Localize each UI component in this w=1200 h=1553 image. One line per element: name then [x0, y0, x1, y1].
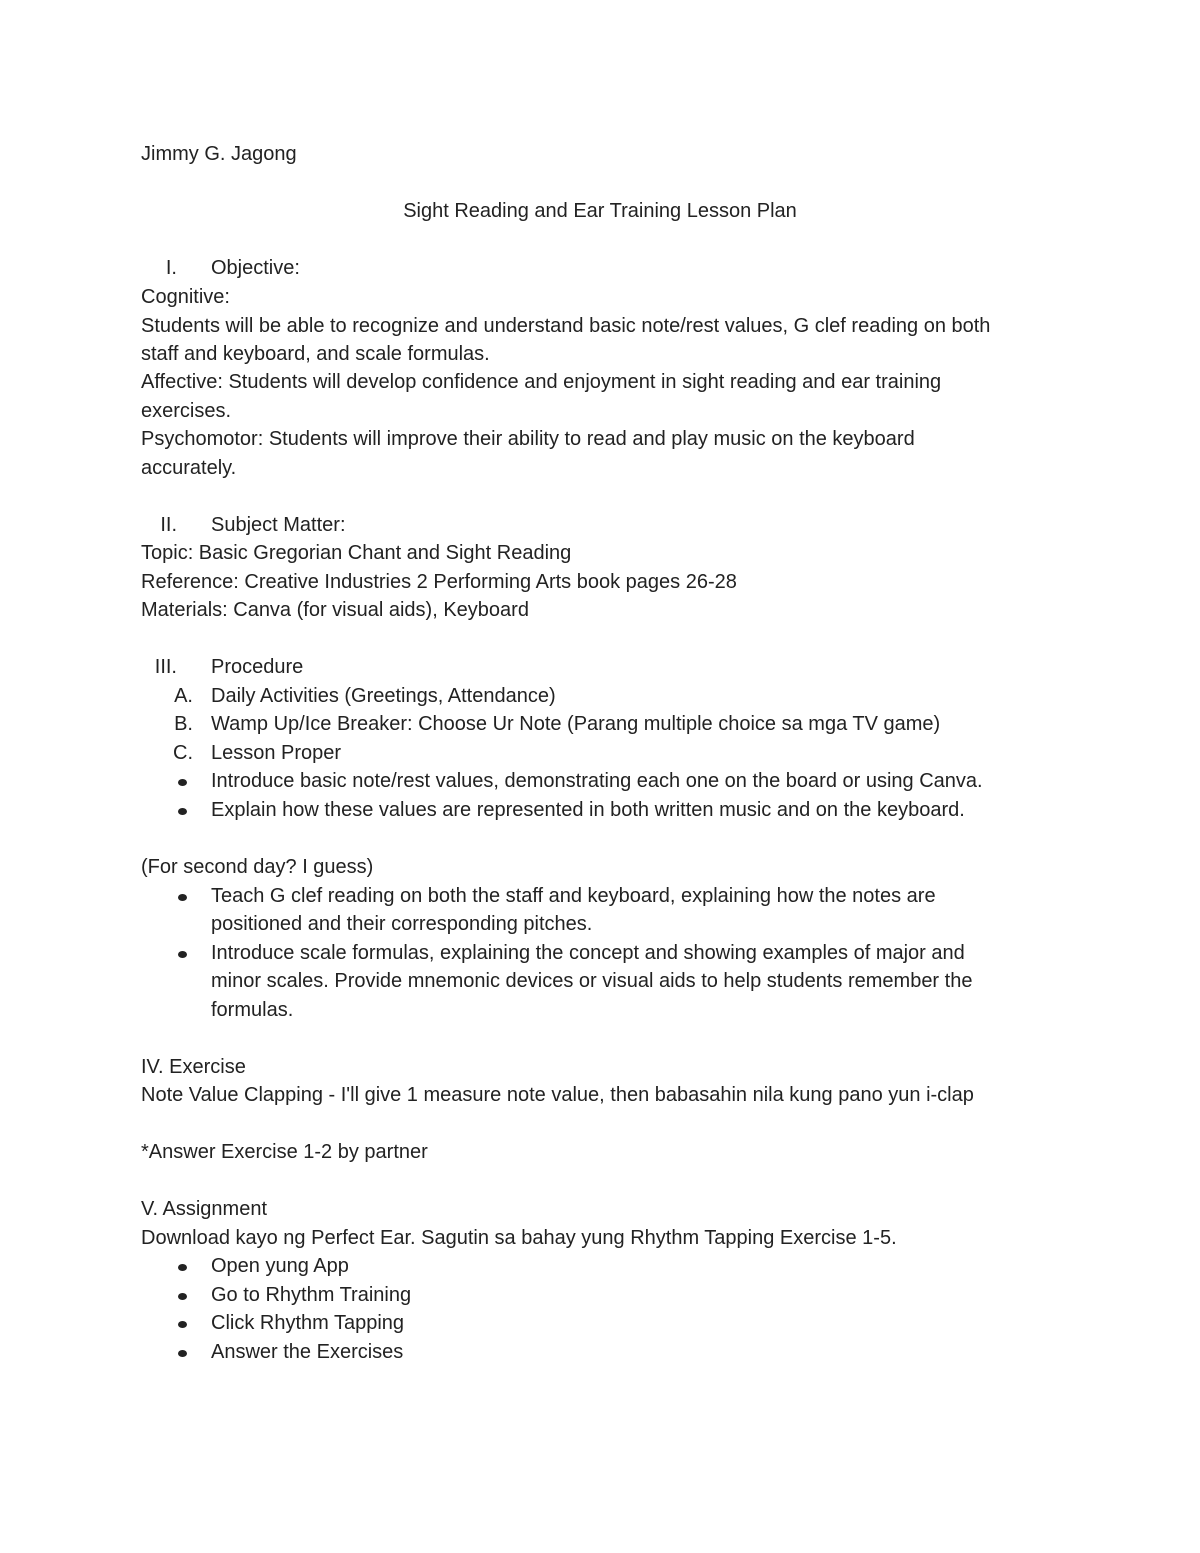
list-item: Wamp Up/Ice Breaker: Choose Ur Note (Parang multiple choice sa mga TV game) [211, 713, 941, 735]
section-numeral-subject-matter: II. [160, 514, 177, 536]
section-heading-procedure: Procedure [211, 656, 304, 678]
list-item: Go to Rhythm Training [211, 1284, 412, 1306]
subject-topic: Topic: Basic Gregorian Chant and Sight Reading [141, 542, 572, 564]
cognitive-text-line: Students will be able to recognize and understand basic note/rest values, G clef reading on both [141, 315, 991, 337]
list-letter: B. [174, 713, 193, 735]
author-name: Jimmy G. Jagong [141, 143, 297, 165]
bullet-icon [178, 1321, 187, 1328]
list-item: Click Rhythm Tapping [211, 1312, 405, 1334]
second-day-note: (For second day? I guess) [141, 856, 374, 878]
affective-text-line: exercises. [141, 400, 232, 422]
list-item-line: positioned and their corresponding pitches. [211, 913, 593, 935]
exercise-text: Note Value Clapping - I'll give 1 measure note value, then babasahin nila kung pano yun i-clap [141, 1084, 974, 1106]
list-item-line: Teach G clef reading on both the staff and keyboard, explaining how the notes are [211, 885, 936, 907]
list-item-line: Introduce scale formulas, explaining the concept and showing examples of major and [211, 942, 965, 964]
psychomotor-text-line: accurately. [141, 457, 237, 479]
section-heading-exercise: IV. Exercise [141, 1056, 246, 1078]
bullet-icon [178, 779, 187, 786]
list-item: Daily Activities (Greetings, Attendance) [211, 685, 556, 707]
psychomotor-text-line: Psychomotor: Students will improve their ability to read and play music on the keyboard [141, 428, 915, 450]
section-numeral-objective: I. [165, 257, 177, 279]
bullet-icon [178, 808, 187, 815]
list-item: Lesson Proper [211, 742, 342, 764]
list-item: Answer the Exercises [211, 1341, 404, 1363]
list-letter: A. [174, 685, 193, 707]
bullet-icon [178, 1293, 187, 1300]
document-title: Sight Reading and Ear Training Lesson Plan [403, 200, 797, 222]
list-item-line: formulas. [211, 999, 294, 1021]
section-heading-subject-matter: Subject Matter: [211, 514, 346, 536]
section-numeral-procedure: III. [154, 656, 177, 678]
list-item: Introduce basic note/rest values, demonstrating each one on the board or using Canva. [211, 770, 983, 792]
bullet-icon [178, 894, 187, 901]
list-letter: C. [173, 742, 193, 764]
subject-reference: Reference: Creative Industries 2 Performing Arts book pages 26-28 [141, 571, 737, 593]
affective-text-line: Affective: Students will develop confidence and enjoyment in sight reading and ear training [141, 371, 942, 393]
exercise-note: *Answer Exercise 1-2 by partner [141, 1141, 428, 1163]
bullet-icon [178, 1264, 187, 1271]
cognitive-label: Cognitive: [141, 286, 230, 308]
section-heading-assignment: V. Assignment [141, 1198, 268, 1220]
list-item: Open yung App [211, 1255, 349, 1277]
bullet-icon [178, 951, 187, 958]
assignment-text: Download kayo ng Perfect Ear. Sagutin sa bahay yung Rhythm Tapping Exercise 1-5. [141, 1227, 897, 1249]
cognitive-text-line: staff and keyboard, and scale formulas. [141, 343, 490, 365]
subject-materials: Materials: Canva (for visual aids), Keyboard [141, 599, 529, 621]
section-heading-objective: Objective: [211, 257, 300, 279]
list-item: Explain how these values are represented in both written music and on the keyboard. [211, 799, 965, 821]
bullet-icon [178, 1350, 187, 1357]
list-item-line: minor scales. Provide mnemonic devices or visual aids to help students remember the [211, 970, 973, 992]
